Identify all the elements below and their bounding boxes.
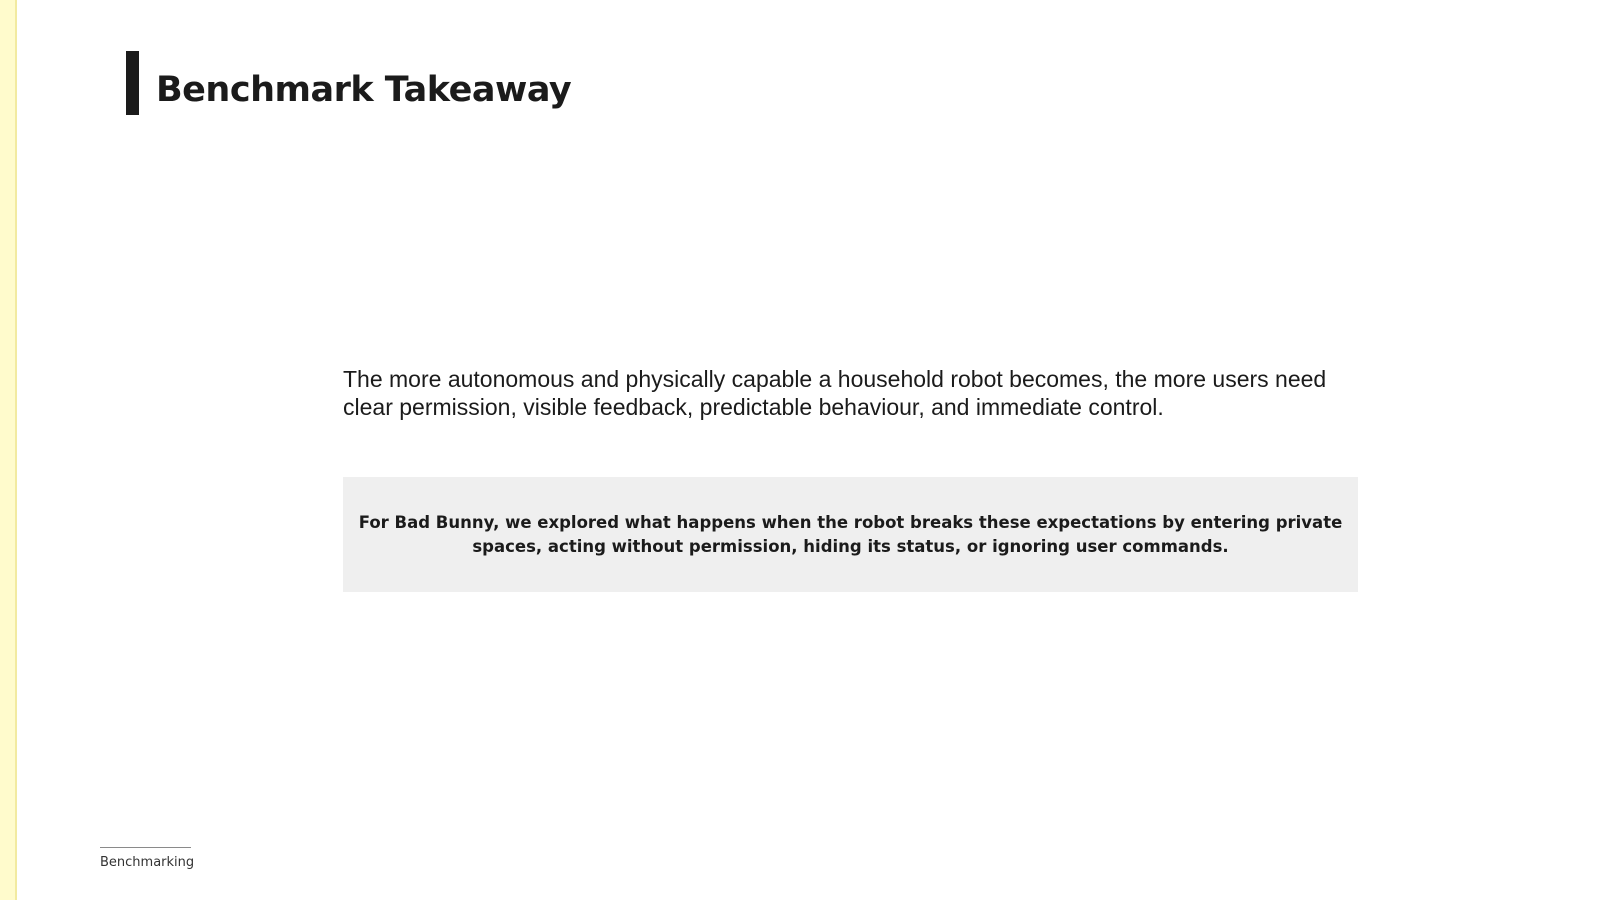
title-accent-bar bbox=[126, 51, 139, 115]
slide-title: Benchmark Takeaway bbox=[156, 70, 572, 110]
footer-divider bbox=[100, 847, 191, 848]
footer-section-label: Benchmarking bbox=[100, 855, 195, 870]
callout-box bbox=[343, 477, 1358, 592]
takeaway-statement: The more autonomous and physically capable a household robot becomes, the more users need clear permission, visible feedback, predictable behaviour, and immediate control. bbox=[343, 366, 1327, 420]
callout-text: For Bad Bunny, we explored what happens when the robot breaks these expectations by entering private spaces, acting without permission, hiding its status, or ignoring user commands. bbox=[358, 512, 1343, 556]
side-accent-stripe bbox=[0, 0, 17, 900]
